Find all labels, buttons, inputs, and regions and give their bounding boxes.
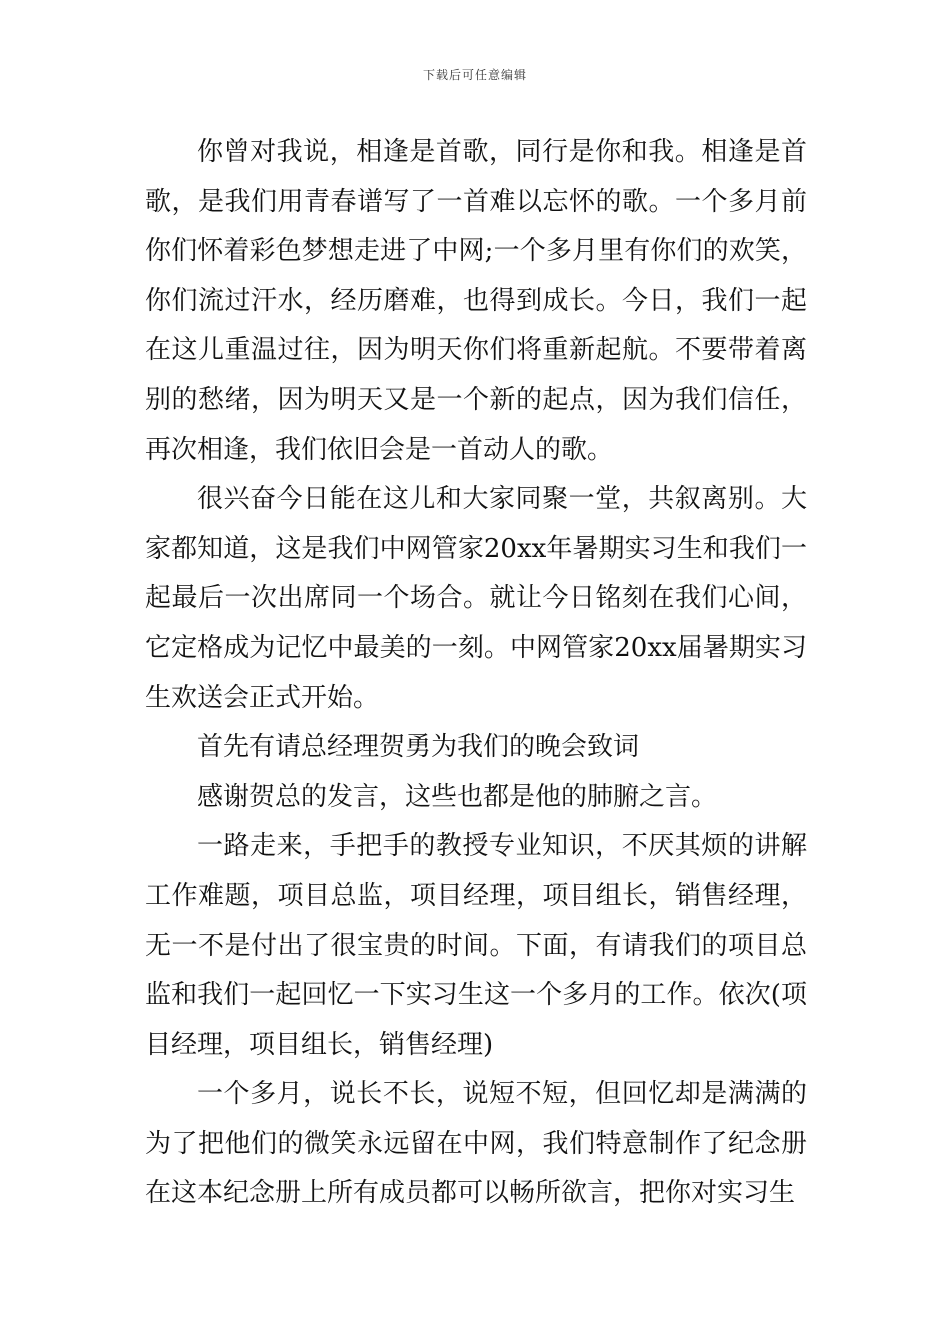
paragraph-1: 你曾对我说，相逢是首歌，同行是你和我。相逢是首歌，是我们用青春谱写了一首难以忘怀的歌。一个多月前你们怀着彩色梦想走进了中网;一个多月里有你们的欢笑，你们流过汗水，经历磨难，也得到成长。今日，我们一起在这儿重温过往，因为明天你们将重新起航。不要带着离别的愁绪，因为明天又是一个新的起点，因为我们信任，再次相逢，我们依旧会是一首动人的歌。: [145, 137, 807, 465]
paragraph-5: 一路走来，手把手的教授专业知识，不厌其烦的讲解工作难题，项目总监，项目经理，项目组长，销售经理，无一不是付出了很宝贵的时间。下面，有请我们的项目总监和我们一起回忆一下实习生这一个多月的工作。依次(项目经理，项目组长，销售经理): [145, 831, 807, 1060]
document-body: [145, 128, 807, 1219]
paragraph-2: 很兴奋今日能在这儿和大家同聚一堂，共叙离别。大家都知道，这是我们中网管家20xx年暑期实习生和我们一起最后一次出席同一个场合。就让今日铭刻在我们心间，它定格成为记忆中最美的一刻。中网管家20xx届暑期实习生欢送会正式开始。: [145, 484, 807, 713]
page-header-note: 下载后可任意编辑: [422, 68, 527, 82]
paragraph-4: 感谢贺总的发言，这些也都是他的肺腑之言。: [197, 781, 718, 812]
paragraph-3: 首先有请总经理贺勇为我们的晚会致词: [197, 732, 640, 763]
paragraph-6: 一个多月，说长不长，说短不短，但回忆却是满满的为了把他们的微笑永远留在中网，我们特意制作了纪念册在这本纪念册上所有成员都可以畅所欲言，把你对实习生: [145, 1079, 807, 1209]
